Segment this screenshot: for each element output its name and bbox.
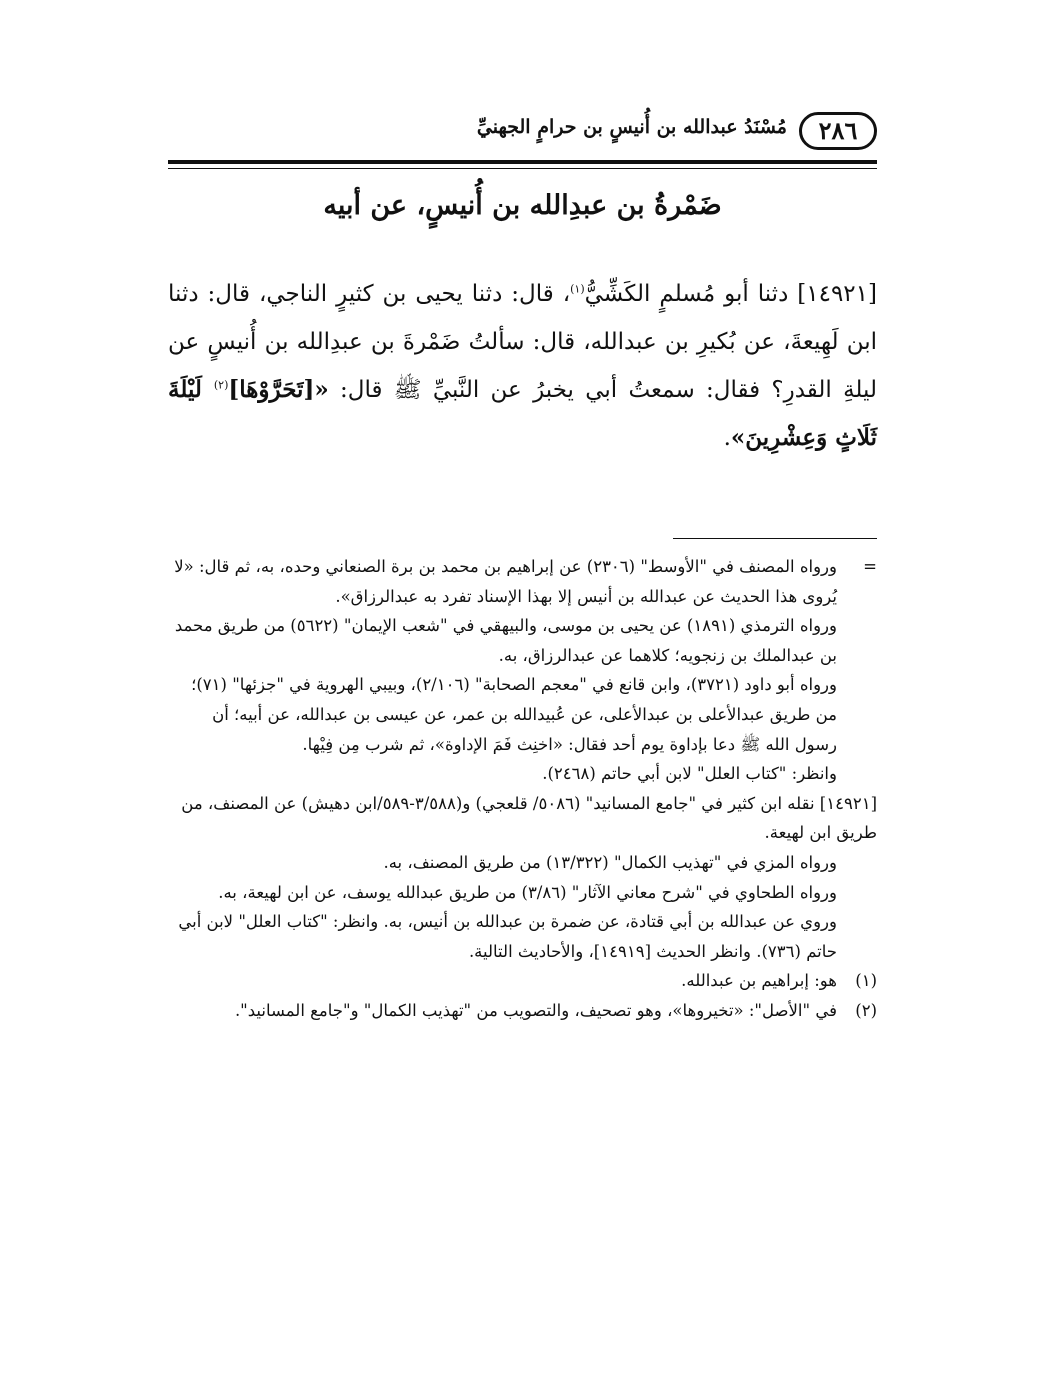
footnote-2-mark: (٢) [855,1000,877,1020]
footnote-line: ورواه الترمذي (١٨٩١) عن يحيى بن موسى، والبيهقي في "شعب الإيمان" (٥٦٢٢) من طريق محمد بن عبدالملك بن زنجويه؛ كلاهما عن عبدالرزاق، به. [174,616,837,665]
footnote-line: ورواه المصنف في "الأوسط" (٢٣٠٦) عن إبراهيم بن محمد بن برة الصنعاني وحده، به، ثم قال: «لا يُروى هذا الحديث عن عبدالله بن أنيس إلا بهذا الإسناد تفرد به عبدالرزاق». [174,557,837,606]
footnotes [168,552,877,1026]
footnote-line: ورواه الطحاوي في "شرح معاني الآثار" (٣/٨٦) من طريق عبدالله يوسف، عن ابن لهيعة، به. [218,882,837,902]
footnote-continuation [168,552,877,789]
footnote-entry-first: [١٤٩٢١] نقله ابن كثير في "جامع المسانيد" (٥٠٨٦/ قلعجي) و(٣/٥٨٨-٥٨٩/ابن دهيش) عن المصنف، من طريق ابن لهيعة. [181,793,877,843]
footnote-1-text: هو: إبراهيم بن عبدالله. [681,971,837,991]
header-rule-thin [168,168,877,169]
prophetic-quote-part-2: لَيْلَةَ ثَلَاثٍ وَعِشْرِينَ» [168,376,877,451]
page-number: ٢٨٦ [799,112,877,150]
prophetic-quote-part-1: «[تَحَرَّوْهَا] [228,376,329,403]
footnote-line: وانظر: "كتاب العلل" لابن أبي حاتم (٢٤٦٨). [542,764,837,784]
running-title: مُسْنَدُ عبدالله بن أُنيسٍ بن حرامٍ الجهنيِّ [476,116,787,138]
footnote-line: وروي عن عبدالله بن أبي قتادة، عن ضمرة بن عبدالله بن أنيس، به. وانظر: "كتاب العلل" لابن أبي حاتم (٧٣٦). وانظر الحديث [١٤٩١٩]، والأحاديث التالية. [178,912,837,961]
header-rule-thick [168,160,877,164]
hadith-text [168,270,877,462]
footnote-line: ورواه المزي في "تهذيب الكمال" (١٣/٣٢٢) من طريق المصنف، به. [383,852,837,872]
footnote-2-text: في "الأصل": «تخيروها»، وهو تصحيف، والتصويب من "تهذيب الكمال" و"جامع المسانيد". [234,1000,837,1020]
footnote-1 [168,966,877,996]
footnote-ref-1[interactable]: (١) [570,282,585,296]
section-title: ضَمْرةُ بن عبدِالله بن أُنيسٍ، عن أبيه [323,190,722,221]
hadith-end-mark: . [723,425,731,451]
page-header [168,108,877,152]
continuation-mark: = [863,557,877,576]
footnote-ref-2[interactable]: (٢) [213,378,229,392]
footnote-entry-14921 [168,789,877,967]
footnote-1-mark: (١) [855,971,877,991]
hadith-text-part-2: ، قال: دثنا يحيى بن كثيرٍ الناجي، قال: دثنا ابن لَهِيعةَ، عن بُكيرِ بن عبدالله، قال: سألتُ ضَمْرةَ بن عبدِالله بن أُنيسٍ عن ليلةِ القدرِ؟ فقال: سمعتُ أبي يخبرُ عن النَّبيِّ ﷺ قال: [168,281,877,403]
hadith-text-part-1: [١٤٩٢١] دثنا أبو مُسلمٍ الكَشِّيُّ [584,281,878,307]
footnote-separator [673,538,877,539]
footnote-line: ورواه أبو داود (٣٧٢١)، وابن قانع في "معجم الصحابة" (٢/١٠٦)، وبيبي الهروية في "جزئها" (٧١)؛ من طريق عبدالأعلى بن عبدالأعلى، عن عُبيدالله بن عمر، عن عيسى بن عبدالله، عن أبيه؛ أن رسول الله ﷺ دعا بإداوة يوم أحد فقال: «اخنِث فَمَ الإداوة»، ثم شرب مِن فِيْها. [191,675,837,754]
footnote-2 [168,996,877,1026]
